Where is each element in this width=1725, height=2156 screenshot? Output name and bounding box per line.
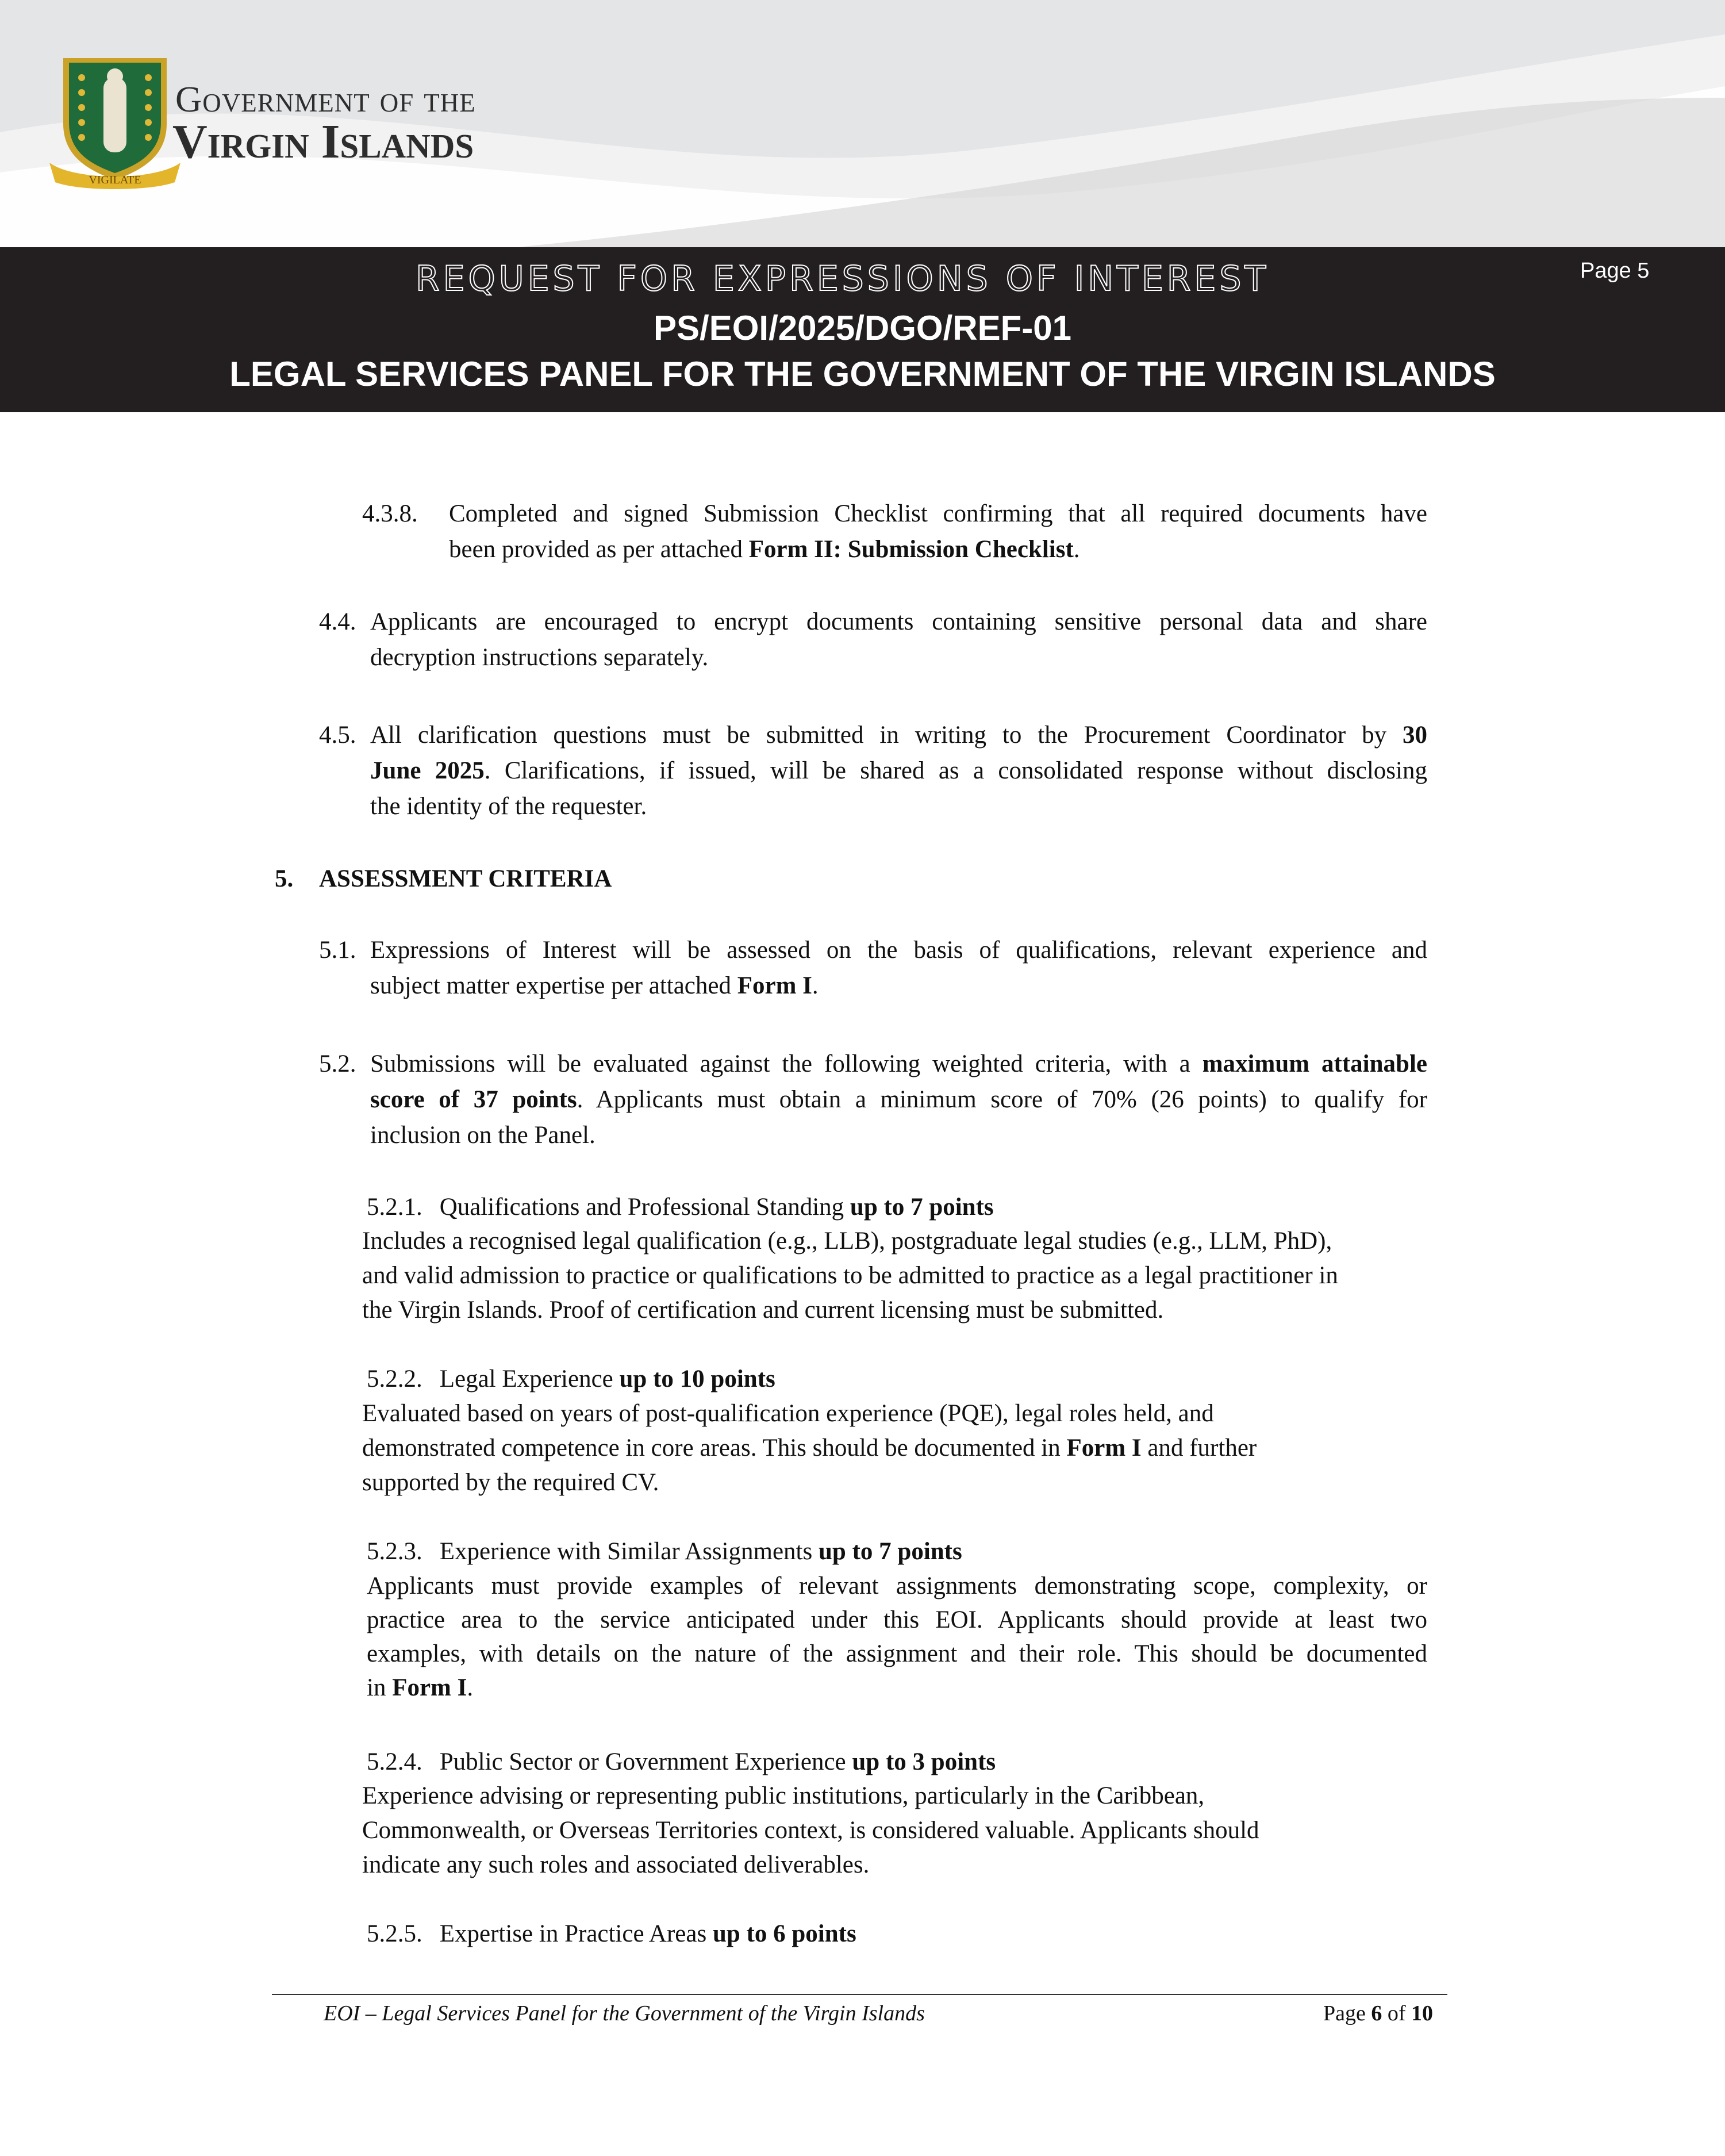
government-name-line2: Virgin Islands xyxy=(172,115,474,168)
subitem-5-2-1-line3: the Virgin Islands. Proof of certification and current licensing must be submitted. xyxy=(362,1296,1164,1323)
subitem-5-2-5-heading: 5.2.5. Expertise in Practice Areas up to 6 points xyxy=(367,1920,856,1947)
item-4-4-line2: decryption instructions separately. xyxy=(370,644,709,671)
subitem-5-2-4-line3: indicate any such roles and associated deliverables. xyxy=(362,1851,870,1878)
item-number-4-4: 4.4. xyxy=(319,608,356,635)
subitem-5-2-4-line2: Commonwealth, or Overseas Territories context, is considered valuable. Applicants should xyxy=(362,1817,1259,1844)
subitem-5-2-1-line1: Includes a recognised legal qualification (e.g., LLB), postgraduate legal studies (e.g., LLM, PhD), xyxy=(362,1227,1332,1255)
item-4-5-line2: June 2025. Clarifications, if issued, will be shared as a consolidated response without disclosing xyxy=(370,757,1427,784)
item-number-5-2: 5.2. xyxy=(319,1050,356,1077)
subitem-5-2-1-line2: and valid admission to practice or qualifications to be admitted to practice as a legal practitioner in xyxy=(362,1262,1338,1289)
document-subtitle: LEGAL SERVICES PANEL FOR THE GOVERNMENT OF THE VIRGIN ISLANDS xyxy=(229,355,1496,393)
section-number-5: 5. xyxy=(275,865,294,892)
item-4-5-line3: the identity of the requester. xyxy=(370,793,647,820)
reference-number: PS/EOI/2025/DGO/REF-01 xyxy=(654,309,1071,347)
document-type-title: REQUEST FOR EXPRESSIONS OF INTEREST xyxy=(415,259,1270,299)
item-4-3-8-line1: Completed and signed Submission Checklist confirming that all required documents have xyxy=(449,500,1427,527)
item-5-1-line2: subject matter expertise per attached Form I. xyxy=(370,972,819,999)
subitem-5-2-3-line4: in Form I. xyxy=(367,1674,474,1701)
government-name-line1: Government of the xyxy=(175,79,476,120)
subitem-5-2-3-heading: 5.2.3. Experience with Similar Assignments up to 7 points xyxy=(367,1538,962,1565)
footer-page-number: Page 6 of 10 xyxy=(1323,2001,1434,2025)
footer-document-title: EOI – Legal Services Panel for the Government of the Virgin Islands xyxy=(324,2001,925,2025)
subitem-5-2-1-heading: 5.2.1. Qualifications and Professional Standing up to 7 points xyxy=(367,1194,994,1221)
subitem-5-2-2-heading: 5.2.2. Legal Experience up to 10 points xyxy=(367,1365,775,1392)
motto-text: VIGILATE xyxy=(89,174,141,186)
item-5-2-line3: inclusion on the Panel. xyxy=(370,1122,596,1149)
item-number-4-3-8: 4.3.8. xyxy=(362,500,418,527)
item-4-3-8-line2: been provided as per attached Form II: Submission Checklist. xyxy=(449,536,1080,563)
item-number-5-1: 5.1. xyxy=(319,937,356,964)
title-banner xyxy=(0,247,1725,412)
item-number-4-5: 4.5. xyxy=(319,722,356,749)
footer-divider xyxy=(272,1994,1447,1995)
item-4-4-line1: Applicants are encouraged to encrypt documents containing sensitive personal data and share xyxy=(370,608,1427,635)
item-5-2-line1: Submissions will be evaluated against the following weighted criteria, with a maximum attainable xyxy=(370,1050,1427,1077)
subitem-5-2-3-line1: Applicants must provide examples of relevant assignments demonstrating scope, complexity, or xyxy=(367,1572,1427,1599)
subitem-5-2-3-line3: examples, with details on the nature of the assignment and their role. This should be documented xyxy=(367,1640,1427,1667)
subitem-5-2-2-line2: demonstrated competence in core areas. This should be documented in Form I and further xyxy=(362,1434,1257,1461)
subitem-5-2-2-line1: Evaluated based on years of post-qualification experience (PQE), legal roles held, and xyxy=(362,1400,1214,1427)
subitem-5-2-3-line2: practice area to the service anticipated under this EOI. Applicants should provide at least two xyxy=(367,1606,1427,1633)
subitem-5-2-4-line1: Experience advising or representing public institutions, particularly in the Caribbean, xyxy=(362,1782,1205,1809)
item-4-5-line1: All clarification questions must be submitted in writing to the Procurement Coordinator by 30 xyxy=(370,722,1427,749)
item-5-1-line1: Expressions of Interest will be assessed on the basis of qualifications, relevant experience and xyxy=(370,937,1427,964)
header-page-label: Page 5 xyxy=(1580,259,1650,283)
subitem-5-2-4-heading: 5.2.4. Public Sector or Government Experience up to 3 points xyxy=(367,1748,996,1775)
subitem-5-2-2-line3: supported by the required CV. xyxy=(362,1469,659,1496)
coat-of-arms-logo xyxy=(46,55,184,193)
section-heading-assessment-criteria: ASSESSMENT CRITERIA xyxy=(319,865,612,892)
item-5-2-line2: score of 37 points. Applicants must obtain a minimum score of 70% (26 points) to qualify for xyxy=(370,1086,1427,1113)
